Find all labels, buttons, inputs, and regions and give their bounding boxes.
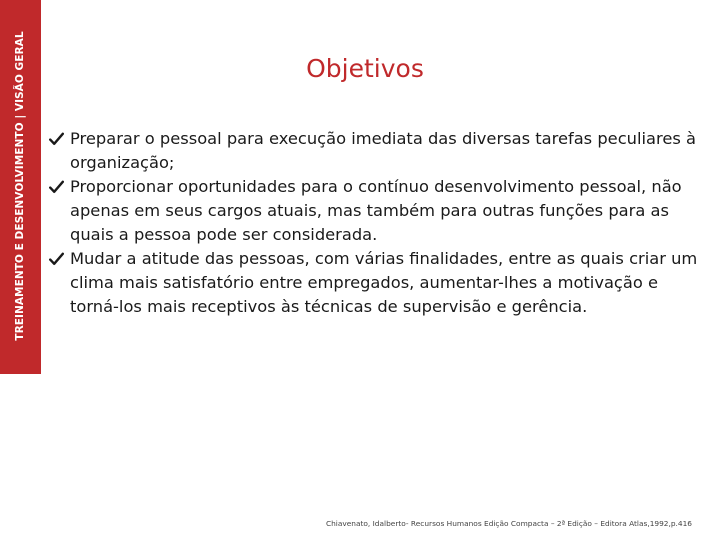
bullet-list [47, 127, 707, 319]
sidebar-label: TREINAMENTO E DESENVOLVIMENTO | VISÃO GERAL [14, 31, 26, 341]
bullet-item-1 [47, 127, 707, 175]
slide-title: Objetivos [306, 54, 424, 83]
bullet-text: Preparar o pessoal para execução imediata das diversas tarefas peculiares à organização; [70, 129, 696, 172]
checkmark-icon [49, 247, 65, 271]
sidebar-band [0, 0, 41, 374]
citation: Chiavenato, Idalberto- Recursos Humanos Edição Compacta – 2ª Edição – Editora Atlas,1992,p.416 [325, 519, 692, 528]
bullet-item-3 [47, 247, 707, 319]
checkmark-icon [49, 175, 65, 199]
bullet-text: Mudar a atitude das pessoas, com várias finalidades, entre as quais criar um clima mais satisfatório entre empregados, aumentar-lhes a motivação e torná-los mais receptivos às técnicas de supervisão e gerência. [70, 249, 698, 316]
bullet-text: Proporcionar oportunidades para o contínuo desenvolvimento pessoal, não apenas em seus cargos atuais, mas também para outras funções para as quais a pessoa pode ser considerada. [70, 177, 682, 244]
checkmark-icon [49, 127, 65, 151]
bullet-item-2 [47, 175, 707, 247]
